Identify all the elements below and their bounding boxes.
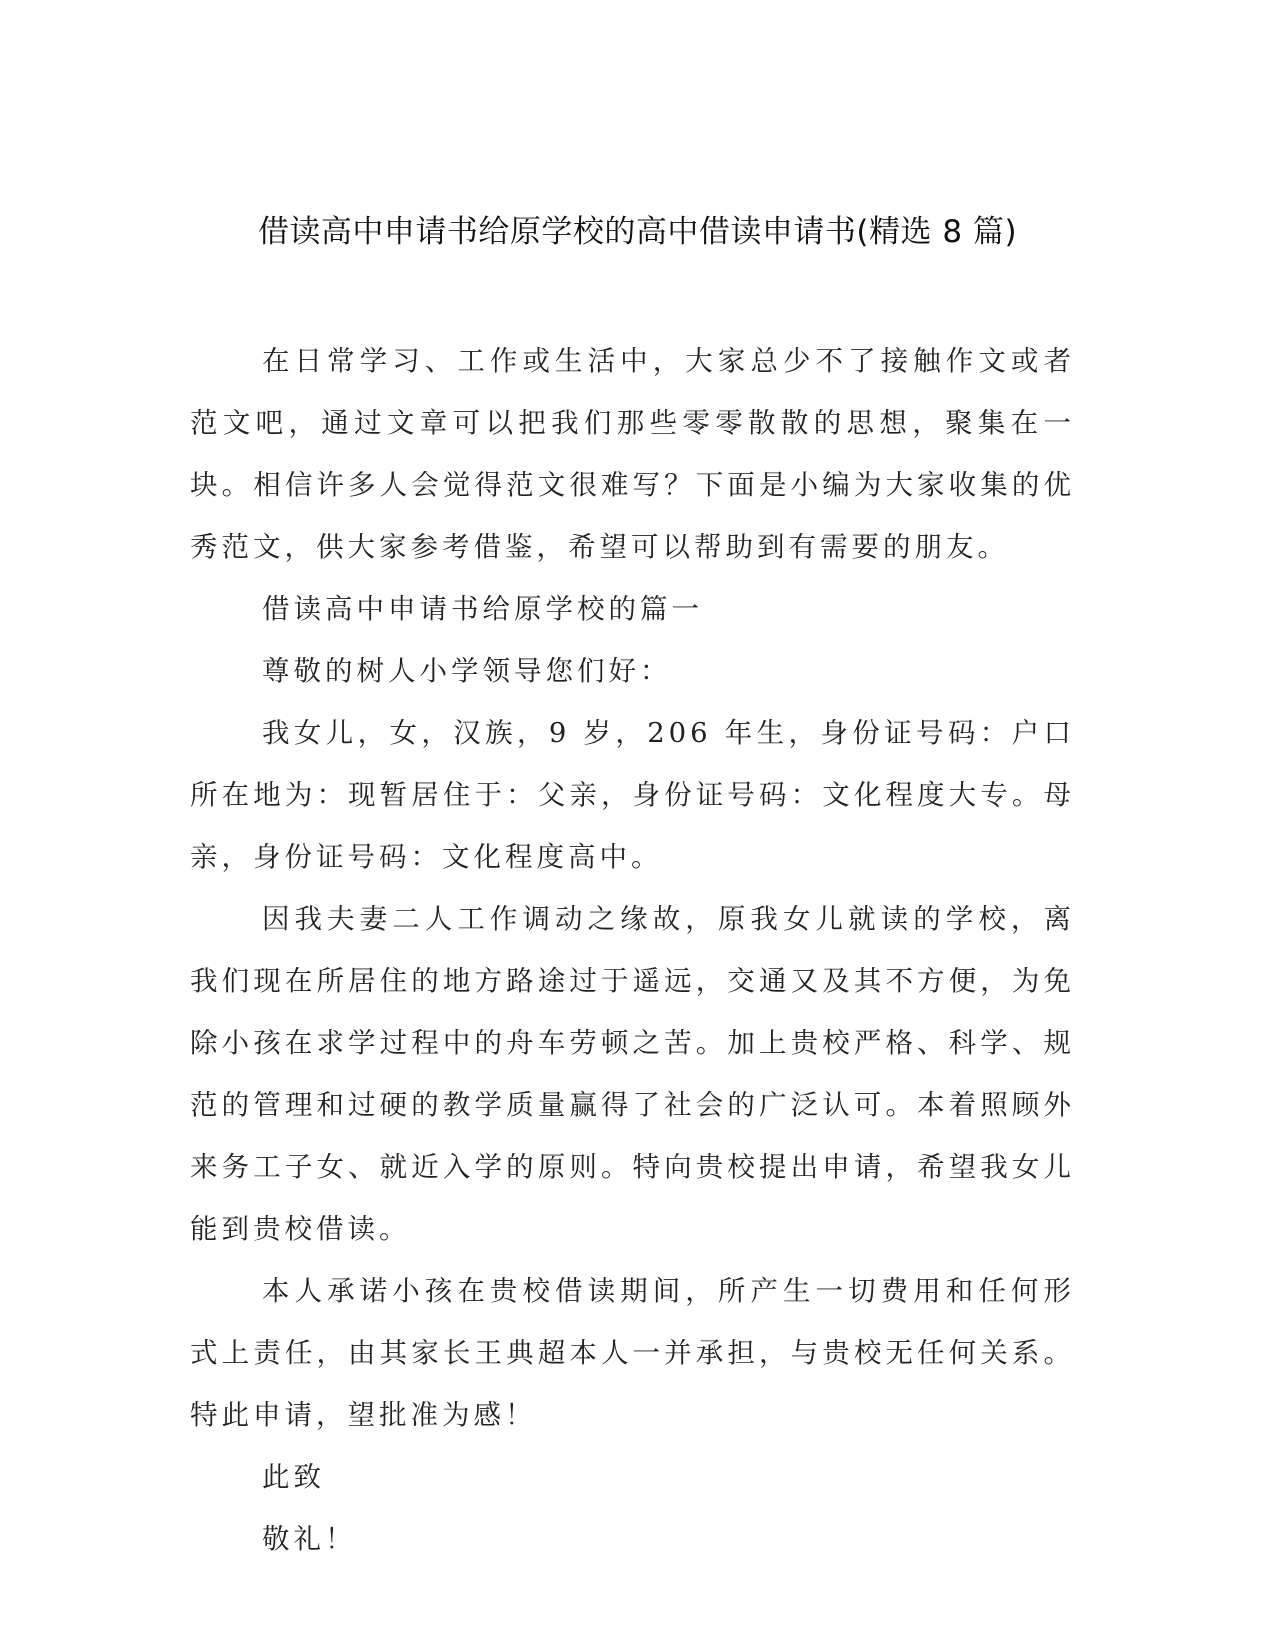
- commitment-paragraph: 本人承诺小孩在贵校借读期间，所产生一切费用和任何形式上责任，由其家长王典超本人一并承担，与贵校无任何关系。特此申请，望批准为感！: [190, 1275, 1075, 1431]
- regards-line: 敬礼！: [262, 1523, 357, 1555]
- salutation: 尊敬的树人小学领导您们好：: [262, 655, 672, 687]
- reason-paragraph: 因我夫妻二人工作调动之缘故，原我女儿就读的学校，离我们现在所居住的地方路途过于遥远，交通又及其不方便，为免除小孩在求学过程中的舟车劳顿之苦。加上贵校严格、科学、规范的管理和过硬的教学质量赢得了社会的广泛认可。本着照顾外来务工子女、就近入学的原则。特向贵校提出申请，希望我女儿能到贵校借读。: [190, 903, 1075, 1245]
- section-heading: 借读高中申请书给原学校的篇一: [262, 593, 703, 625]
- family-info-paragraph: 我女儿，女，汉族，9 岁，206 年生，身份证号码：户口所在地为：现暂居住于：父亲，身份证号码：文化程度大专。母亲，身份证号码：文化程度高中。: [190, 717, 1075, 873]
- document-body: [190, 330, 1075, 1570]
- intro-paragraph: 在日常学习、工作或生活中，大家总少不了接触作文或者范文吧，通过文章可以把我们那些零零散散的思想，聚集在一块。相信许多人会觉得范文很难写？下面是小编为大家收集的优秀范文，供大家参考借鉴，希望可以帮助到有需要的朋友。: [190, 345, 1075, 563]
- document-title: 借读高中申请书给原学校的高中借读申请书(精选 8 篇): [257, 214, 1018, 250]
- closing-line: 此致: [262, 1461, 325, 1493]
